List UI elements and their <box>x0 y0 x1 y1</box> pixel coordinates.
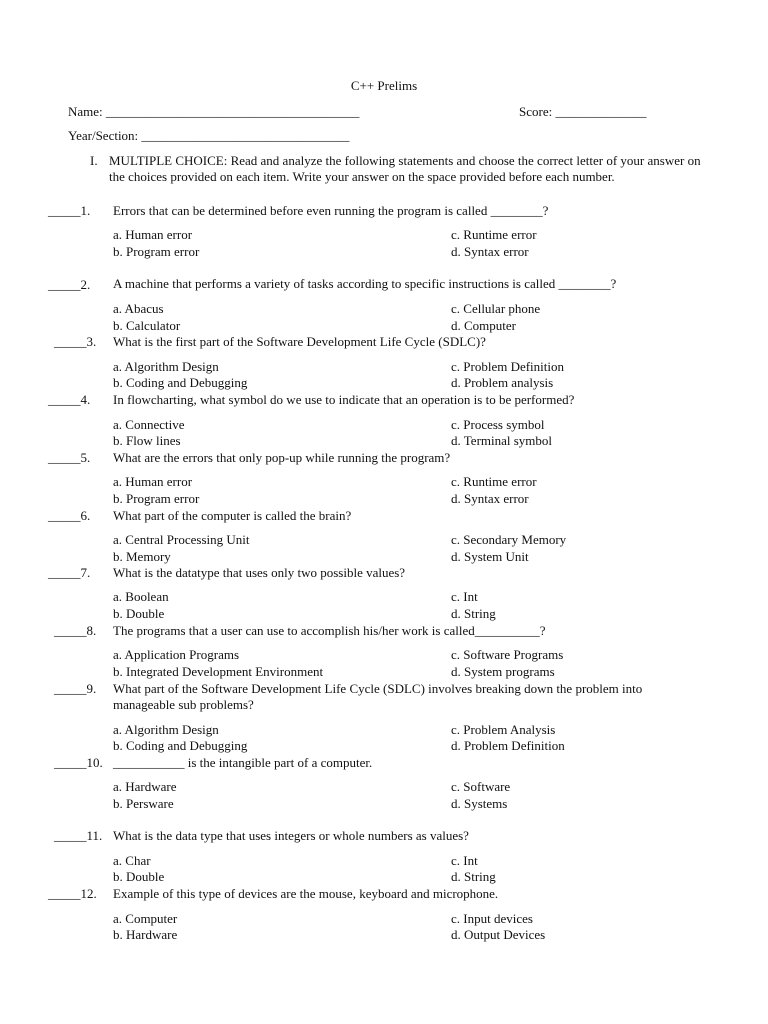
page-title: C++ Prelims <box>350 78 418 93</box>
option-a: a. Human error <box>113 227 193 242</box>
option-d: d. System Unit <box>451 549 529 564</box>
question-text: What part of the Software Development Life Cycle (SDLC) involves breaking down the problem into manageable sub problems? <box>113 681 643 712</box>
question-text: What is the datatype that uses only two possible values? <box>113 565 406 580</box>
answer-blank[interactable]: _____11. <box>54 828 103 843</box>
option-b: b. Coding and Debugging <box>113 375 248 390</box>
option-c: c. Problem Definition <box>451 359 565 374</box>
question-text: What are the errors that only pop-up while running the program? <box>113 450 451 465</box>
option-a: a. Central Processing Unit <box>113 532 250 547</box>
option-c: c. Runtime error <box>451 227 537 242</box>
option-a: a. Abacus <box>113 301 164 316</box>
option-b: b. Program error <box>113 244 200 259</box>
score-field[interactable]: Score: ______________ <box>519 104 647 119</box>
question-text: Example of this type of devices are the mouse, keyboard and microphone. <box>113 886 499 901</box>
instructions <box>90 153 702 185</box>
option-c: c. Input devices <box>451 911 533 926</box>
option-c: c. Software Programs <box>451 647 564 662</box>
question-text: What part of the computer is called the brain? <box>113 508 352 523</box>
option-c: c. Int <box>451 853 478 868</box>
option-b: b. Hardware <box>113 927 178 942</box>
option-b: b. Flow lines <box>113 433 181 448</box>
instructions-numeral: I. <box>90 153 98 168</box>
question-text: What is the data type that uses integers or whole numbers as values? <box>113 828 469 843</box>
option-b: b. Persware <box>113 796 174 811</box>
question-text: The programs that a user can use to accomplish his/her work is called__________? <box>113 623 546 638</box>
answer-blank[interactable]: _____8. <box>54 623 97 638</box>
question-text: ___________ is the intangible part of a computer. <box>113 755 373 770</box>
option-c: c. Cellular phone <box>451 301 541 316</box>
answer-blank[interactable]: _____7. <box>48 565 91 580</box>
answer-blank[interactable]: _____3. <box>54 334 97 349</box>
option-c: c. Software <box>451 779 511 794</box>
option-b: b. Double <box>113 606 165 621</box>
option-a: a. Boolean <box>113 589 169 604</box>
option-d: d. Computer <box>451 318 516 333</box>
answer-blank[interactable]: _____1. <box>48 203 91 218</box>
option-a: a. Algorithm Design <box>113 359 219 374</box>
answer-blank[interactable]: _____10. <box>54 755 103 770</box>
answer-blank[interactable]: _____12. <box>48 886 97 901</box>
option-d: d. String <box>451 869 496 884</box>
option-b: b. Memory <box>113 549 171 564</box>
answer-blank[interactable]: _____5. <box>48 450 91 465</box>
option-c: c. Problem Analysis <box>451 722 556 737</box>
option-b: b. Calculator <box>113 318 181 333</box>
option-d: d. Problem Definition <box>451 738 565 753</box>
option-c: c. Process symbol <box>451 417 545 432</box>
option-d: d. Systems <box>451 796 508 811</box>
option-a: a. Application Programs <box>113 647 240 662</box>
option-a: a. Hardware <box>113 779 177 794</box>
answer-blank[interactable]: _____9. <box>54 681 97 696</box>
option-c: c. Secondary Memory <box>451 532 567 547</box>
option-d: d. Problem analysis <box>451 375 554 390</box>
option-d: d. Output Devices <box>451 927 546 942</box>
option-b: b. Program error <box>113 491 200 506</box>
option-c: c. Runtime error <box>451 474 537 489</box>
option-d: d. System programs <box>451 664 555 679</box>
answer-blank[interactable]: _____2. <box>48 277 91 292</box>
instructions-text: MULTIPLE CHOICE: Read and analyze the following statements and choose the correct letter of your answer on the choices provided on each item. Write your answer on the space provided before each number. <box>109 153 701 184</box>
option-c: c. Int <box>451 589 478 604</box>
option-a: a. Human error <box>113 474 193 489</box>
option-d: d. Syntax error <box>451 491 529 506</box>
option-d: d. Syntax error <box>451 244 529 259</box>
question-text: In flowcharting, what symbol do we use to indicate that an operation is to be performed? <box>113 392 575 407</box>
option-d: d. Terminal symbol <box>451 433 553 448</box>
year-section-field[interactable]: Year/Section: ________________________________ <box>68 128 350 143</box>
option-a: a. Char <box>113 853 151 868</box>
option-b: b. Double <box>113 869 165 884</box>
option-a: a. Computer <box>113 911 178 926</box>
option-d: d. String <box>451 606 496 621</box>
name-field[interactable]: Name: _______________________________________ <box>68 104 360 119</box>
option-a: a. Connective <box>113 417 185 432</box>
answer-blank[interactable]: _____6. <box>48 508 91 523</box>
question-text: A machine that performs a variety of tasks according to specific instructions is called ________? <box>113 276 617 291</box>
question-text: Errors that can be determined before even running the program is called ________? <box>113 203 549 218</box>
question-text: What is the first part of the Software Development Life Cycle (SDLC)? <box>113 334 486 349</box>
option-b: b. Integrated Development Environment <box>113 664 324 679</box>
option-b: b. Coding and Debugging <box>113 738 248 753</box>
answer-blank[interactable]: _____4. <box>48 392 91 407</box>
option-a: a. Algorithm Design <box>113 722 219 737</box>
